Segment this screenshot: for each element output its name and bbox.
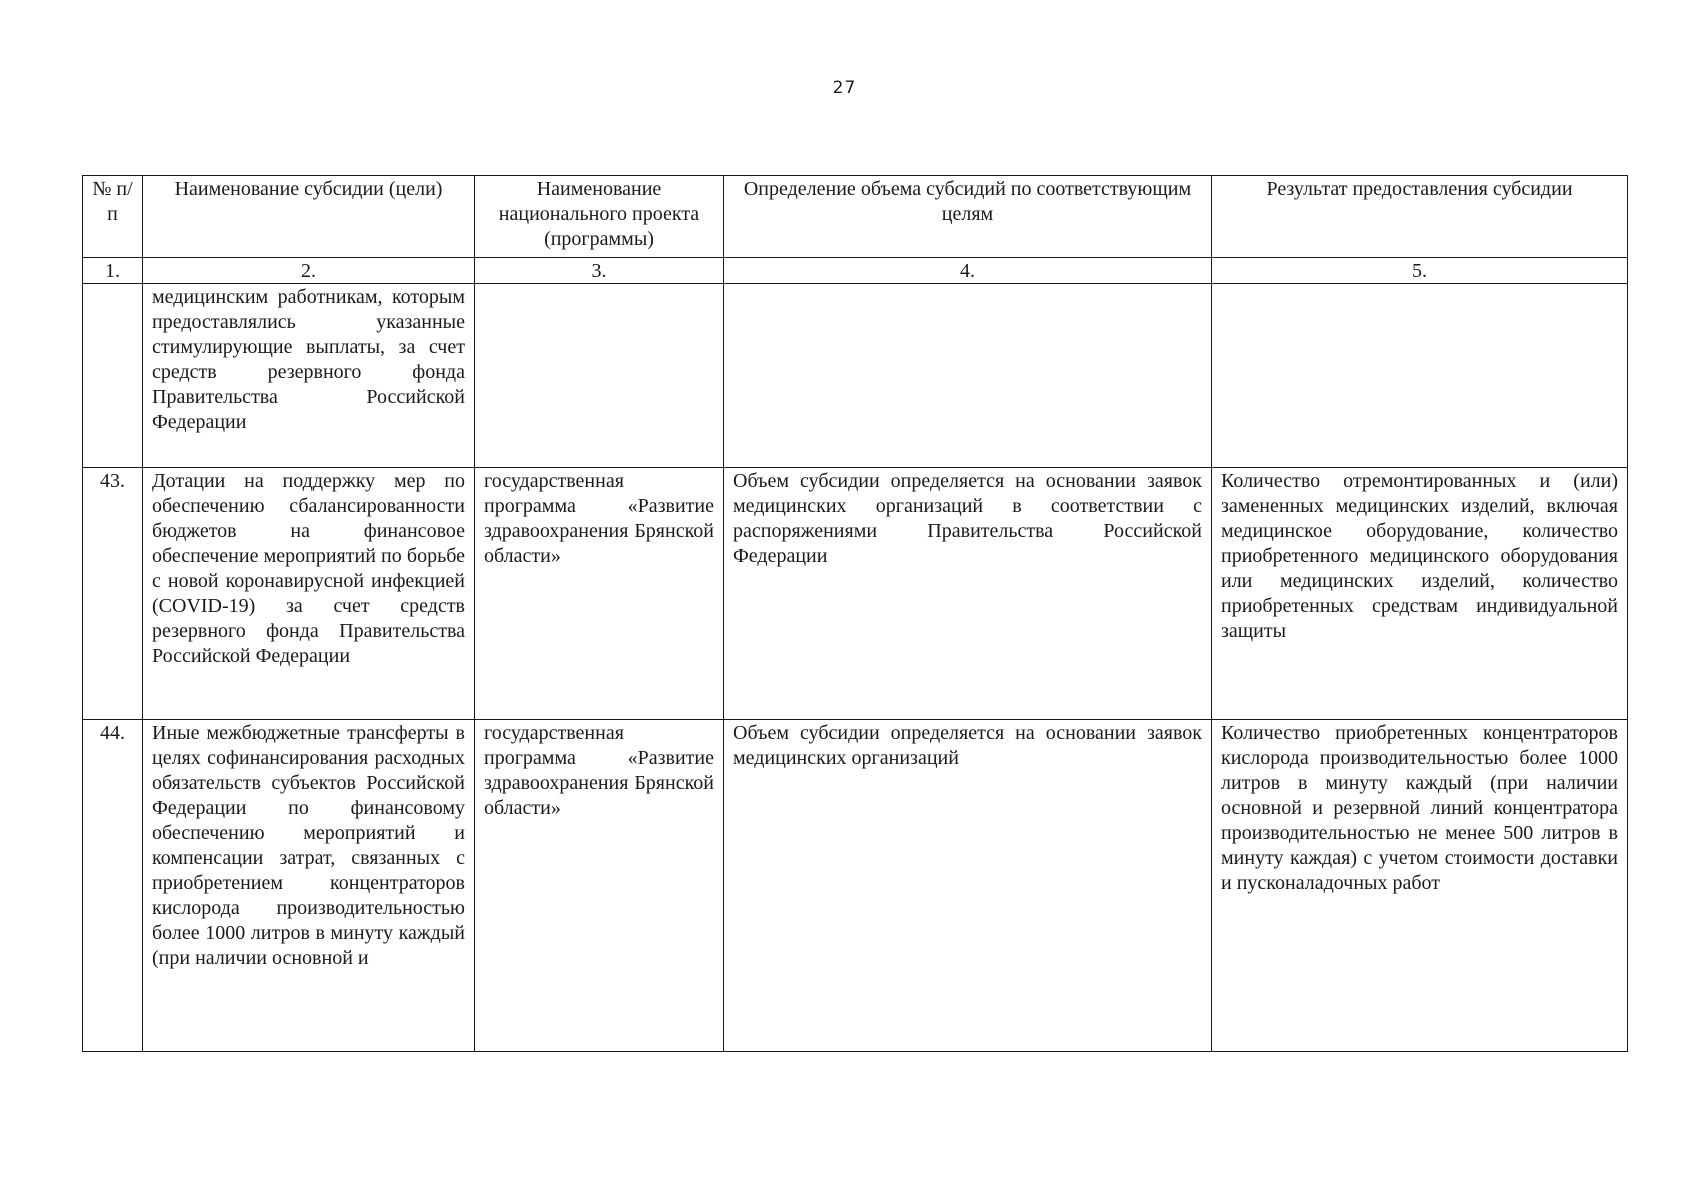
table-row [83, 284, 1628, 468]
column-number-row [83, 258, 1628, 284]
header-volume-definition: Определение объема субсидий по соответствующим целям [724, 176, 1212, 258]
header-result: Результат предоставления субсидии [1212, 176, 1628, 258]
subsidy-table [82, 175, 1628, 1052]
row-number: 43. [83, 468, 143, 720]
table-row [83, 468, 1628, 720]
subsidy-name-cell: Дотации на поддержку мер по обеспечению сбалансированности бюджетов на финансовое обеспечение мероприятий по борьбе с новой коронавирусной инфекцией (COVID-19) за счет средств резервного фонда Правительства Российской Федерации [143, 468, 475, 720]
column-number-5: 5. [1212, 258, 1628, 284]
volume-cell: Объем субсидии определяется на основании заявок медицинских организаций [724, 720, 1212, 1052]
program-cell [475, 284, 724, 468]
volume-cell [724, 284, 1212, 468]
program-cell: государственная программа «Развитие здравоохранения Брянской области» [475, 720, 724, 1052]
result-cell [1212, 284, 1628, 468]
result-cell: Количество приобретенных концентраторов кислорода производительностью более 1000 литров в минуту каждый (при наличии основной и резервной линий концентратора производительностью не менее 500 литров в минуту каждая) с учетом стоимости доставки и пусконаладочных работ [1212, 720, 1628, 1052]
program-cell: государственная программа «Развитие здравоохранения Брянской области» [475, 468, 724, 720]
result-cell: Количество отремонтированных и (или) замененных медицинских изделий, включая медицинское оборудование, количество приобретенного медицинского оборудования или медицинских изделий, количество приобретенных средствам индивидуальной защиты [1212, 468, 1628, 720]
row-number [83, 284, 143, 468]
column-number-1: 1. [83, 258, 143, 284]
header-subsidy-name: Наименование субсидии (цели) [143, 176, 475, 258]
subsidy-name-cell: медицинским работникам, которым предоставлялись указанные стимулирующие выплаты, за счет средств резервного фонда Правительства Российской Федерации [143, 284, 475, 468]
column-number-3: 3. [475, 258, 724, 284]
column-number-4: 4. [724, 258, 1212, 284]
header-national-project: Наименование национального проекта (программы) [475, 176, 724, 258]
subsidy-name-cell: Иные межбюджетные трансферты в целях софинансирования расходных обязательств субъектов Российской Федерации по финансовому обеспечению мероприятий и компенсации затрат, связанных с приобретением концентраторов кислорода производительностью более 1000 литров в минуту каждый (при наличии основной и [143, 720, 475, 1052]
column-number-2: 2. [143, 258, 475, 284]
row-number: 44. [83, 720, 143, 1052]
volume-cell: Объем субсидии определяется на основании заявок медицинских организаций в соответствии с распоряжениями Правительства Российской Федерации [724, 468, 1212, 720]
page-number: 27 [832, 78, 857, 98]
header-num: № п/п [83, 176, 143, 258]
table-row [83, 720, 1628, 1052]
table-header-row [83, 176, 1628, 258]
